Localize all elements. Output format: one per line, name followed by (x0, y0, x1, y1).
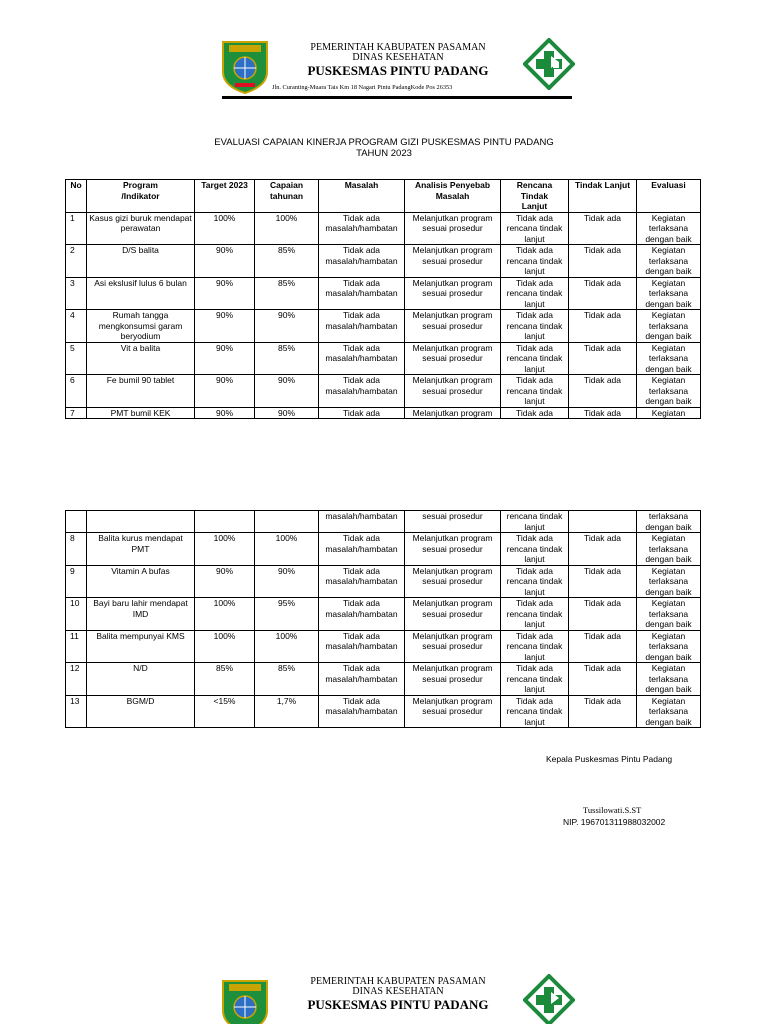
cell-analisis: Melanjutkan program sesuai prosedur (405, 598, 501, 631)
table-row (66, 695, 701, 728)
cell-target: 100% (195, 598, 255, 631)
signature-name: Tussilowati.S.ST (583, 805, 642, 815)
cell-capaian: 85% (255, 277, 319, 310)
cell-program: Kasus gizi buruk mendapat perawatan (87, 212, 195, 245)
cell-target: 100% (195, 630, 255, 663)
letterhead-rule (222, 96, 572, 99)
letterhead-next-page (0, 972, 768, 1024)
cell-target: 85% (195, 663, 255, 696)
cell-target: 90% (195, 245, 255, 278)
cell-evaluasi: Kegiatan terlaksana dengan baik (637, 277, 701, 310)
column-header: Program /Indikator (87, 180, 195, 213)
table-row (66, 310, 701, 343)
column-header: Capaian tahunan (255, 180, 319, 213)
cell-masalah: Tidak ada masalah/hambatan (319, 630, 405, 663)
table-row (66, 342, 701, 375)
cell-program (87, 511, 195, 533)
cell-masalah: Tidak ada masalah/hambatan (319, 212, 405, 245)
cell-target: 100% (195, 533, 255, 566)
cell-capaian: 100% (255, 630, 319, 663)
cell-target: <15% (195, 695, 255, 728)
table-body-part2 (66, 511, 701, 728)
cell-evaluasi: Kegiatan terlaksana dengan baik (637, 695, 701, 728)
column-header: No (66, 180, 87, 213)
cell-analisis: Melanjutkan program sesuai prosedur (405, 663, 501, 696)
cell-masalah: Tidak ada masalah/hambatan (319, 598, 405, 631)
cell-rencana: Tidak ada rencana tindak lanjut (501, 630, 569, 663)
cell-tindak: Tidak ada (569, 375, 637, 408)
cell-tindak: Tidak ada (569, 212, 637, 245)
cell-target: 90% (195, 277, 255, 310)
cell-evaluasi: Kegiatan terlaksana dengan baik (637, 533, 701, 566)
signature-nip: NIP. 196701311988032002 (563, 817, 666, 827)
cell-capaian: 95% (255, 598, 319, 631)
cell-rencana: Tidak ada rencana tindak lanjut (501, 695, 569, 728)
cell-no: 1 (66, 212, 87, 245)
header-row (66, 180, 701, 213)
cell-program: Fe bumil 90 tablet (87, 375, 195, 408)
evaluation-table-part2 (65, 510, 701, 728)
cell-analisis: Melanjutkan program (405, 407, 501, 419)
cell-capaian: 85% (255, 245, 319, 278)
letterhead-institution: PUSKESMAS PINTU PADANG (307, 63, 489, 78)
cell-rencana: rencana tindak lanjut (501, 511, 569, 533)
letterhead-department: DINAS KESEHATAN (352, 52, 444, 63)
cell-capaian: 90% (255, 375, 319, 408)
cell-capaian: 85% (255, 663, 319, 696)
table-row (66, 630, 701, 663)
cell-rencana: Tidak ada rencana tindak lanjut (501, 310, 569, 343)
cell-evaluasi: Kegiatan terlaksana dengan baik (637, 310, 701, 343)
cell-tindak: Tidak ada (569, 310, 637, 343)
letterhead-government: PEMERINTAH KABUPATEN PASAMAN (310, 42, 486, 53)
cell-analisis: sesuai prosedur (405, 511, 501, 533)
cell-tindak (569, 511, 637, 533)
letterhead-department: DINAS KESEHATAN (352, 986, 444, 997)
cell-target: 90% (195, 310, 255, 343)
cell-analisis: Melanjutkan program sesuai prosedur (405, 533, 501, 566)
table-header (66, 180, 701, 213)
cell-no: 4 (66, 310, 87, 343)
cell-analisis: Melanjutkan program sesuai prosedur (405, 245, 501, 278)
cell-rencana: Tidak ada rencana tindak lanjut (501, 598, 569, 631)
cell-masalah: Tidak ada masalah/hambatan (319, 565, 405, 598)
cell-program: Bayi baru lahir mendapat IMD (87, 598, 195, 631)
puskesmas-logo-icon (523, 974, 575, 1024)
cell-analisis: Melanjutkan program sesuai prosedur (405, 695, 501, 728)
cell-target (195, 511, 255, 533)
cell-tindak: Tidak ada (569, 407, 637, 419)
cell-capaian: 85% (255, 342, 319, 375)
cell-rencana: Tidak ada (501, 407, 569, 419)
cell-program: BGM/D (87, 695, 195, 728)
cell-capaian (255, 511, 319, 533)
cell-tindak: Tidak ada (569, 565, 637, 598)
puskesmas-logo-icon (523, 38, 575, 90)
cell-evaluasi: Kegiatan terlaksana dengan baik (637, 598, 701, 631)
table-row (66, 598, 701, 631)
cell-no: 8 (66, 533, 87, 566)
cell-analisis: Melanjutkan program sesuai prosedur (405, 310, 501, 343)
cell-masalah: Tidak ada (319, 407, 405, 419)
cell-analisis: Melanjutkan program sesuai prosedur (405, 212, 501, 245)
table-row (66, 277, 701, 310)
table-row (66, 663, 701, 696)
cell-analisis: Melanjutkan program sesuai prosedur (405, 630, 501, 663)
table-row (66, 245, 701, 278)
cell-masalah: Tidak ada masalah/hambatan (319, 695, 405, 728)
cell-target: 90% (195, 342, 255, 375)
cell-evaluasi: terlaksana dengan baik (637, 511, 701, 533)
letterhead-government: PEMERINTAH KABUPATEN PASAMAN (310, 976, 486, 987)
cell-program: N/D (87, 663, 195, 696)
cell-masalah: Tidak ada masalah/hambatan (319, 310, 405, 343)
cell-capaian: 90% (255, 310, 319, 343)
cell-program: Balita kurus mendapat PMT (87, 533, 195, 566)
table-body-part1 (66, 212, 701, 419)
column-header: Analisis Penyebab Masalah (405, 180, 501, 213)
column-header: Masalah (319, 180, 405, 213)
cell-no: 6 (66, 375, 87, 408)
cell-capaian: 90% (255, 407, 319, 419)
cell-no: 10 (66, 598, 87, 631)
cell-no: 5 (66, 342, 87, 375)
cell-evaluasi: Kegiatan terlaksana dengan baik (637, 663, 701, 696)
document-year: TAHUN 2023 (356, 148, 412, 159)
cell-program: PMT bumil KEK (87, 407, 195, 419)
cell-rencana: Tidak ada rencana tindak lanjut (501, 533, 569, 566)
cell-analisis: Melanjutkan program sesuai prosedur (405, 277, 501, 310)
cell-capaian: 100% (255, 212, 319, 245)
cell-program: D/S balita (87, 245, 195, 278)
evaluation-table-part1 (65, 179, 701, 419)
cell-masalah: masalah/hambatan (319, 511, 405, 533)
cell-no: 7 (66, 407, 87, 419)
cell-capaian: 1,7% (255, 695, 319, 728)
cell-analisis: Melanjutkan program sesuai prosedur (405, 375, 501, 408)
cell-tindak: Tidak ada (569, 342, 637, 375)
table-row (66, 565, 701, 598)
letterhead-address: Jln. Curanting-Muara Tais Km 18 Nagari Pintu PadangKode Pos 26353 (272, 84, 453, 91)
cell-no (66, 511, 87, 533)
table-row (66, 533, 701, 566)
cell-rencana: Tidak ada rencana tindak lanjut (501, 375, 569, 408)
cell-masalah: Tidak ada masalah/hambatan (319, 342, 405, 375)
cell-target: 90% (195, 565, 255, 598)
letterhead (0, 38, 768, 108)
cell-evaluasi: Kegiatan terlaksana dengan baik (637, 212, 701, 245)
cell-rencana: Tidak ada rencana tindak lanjut (501, 342, 569, 375)
cell-no: 11 (66, 630, 87, 663)
cell-evaluasi: Kegiatan terlaksana dengan baik (637, 245, 701, 278)
cell-tindak: Tidak ada (569, 663, 637, 696)
cell-rencana: Tidak ada rencana tindak lanjut (501, 565, 569, 598)
cell-no: 12 (66, 663, 87, 696)
cell-evaluasi: Kegiatan (637, 407, 701, 419)
cell-capaian: 90% (255, 565, 319, 598)
table-row (66, 511, 701, 533)
cell-target: 90% (195, 375, 255, 408)
cell-program: Asi ekslusif lulus 6 bulan (87, 277, 195, 310)
cell-masalah: Tidak ada masalah/hambatan (319, 277, 405, 310)
column-header: Tindak Lanjut (569, 180, 637, 213)
cell-tindak: Tidak ada (569, 695, 637, 728)
cell-evaluasi: Kegiatan terlaksana dengan baik (637, 630, 701, 663)
cell-no: 13 (66, 695, 87, 728)
cell-evaluasi: Kegiatan terlaksana dengan baik (637, 342, 701, 375)
cell-evaluasi: Kegiatan terlaksana dengan baik (637, 375, 701, 408)
column-header: Rencana Tindak Lanjut (501, 180, 569, 213)
cell-tindak: Tidak ada (569, 277, 637, 310)
cell-target: 90% (195, 407, 255, 419)
table-row (66, 375, 701, 408)
cell-no: 2 (66, 245, 87, 278)
cell-masalah: Tidak ada masalah/hambatan (319, 245, 405, 278)
cell-target: 100% (195, 212, 255, 245)
column-header: Evaluasi (637, 180, 701, 213)
cell-no: 9 (66, 565, 87, 598)
cell-rencana: Tidak ada rencana tindak lanjut (501, 277, 569, 310)
cell-program: Balita mempunyai KMS (87, 630, 195, 663)
cell-no: 3 (66, 277, 87, 310)
cell-program: Rumah tangga mengkonsumsi garam beryodium (87, 310, 195, 343)
column-header: Target 2023 (195, 180, 255, 213)
document-title: EVALUASI CAPAIAN KINERJA PROGRAM GIZI PUSKESMAS PINTU PADANG (214, 137, 554, 148)
table-row (66, 212, 701, 245)
cell-program: Vitamin A bufas (87, 565, 195, 598)
cell-rencana: Tidak ada rencana tindak lanjut (501, 212, 569, 245)
cell-masalah: Tidak ada masalah/hambatan (319, 375, 405, 408)
signature-role: Kepala Puskesmas Pintu Padang (546, 754, 673, 764)
cell-capaian: 100% (255, 533, 319, 566)
cell-tindak: Tidak ada (569, 630, 637, 663)
table-row (66, 407, 701, 419)
pasaman-regency-crest-icon (220, 38, 270, 94)
cell-rencana: Tidak ada rencana tindak lanjut (501, 245, 569, 278)
cell-analisis: Melanjutkan program sesuai prosedur (405, 342, 501, 375)
cell-tindak: Tidak ada (569, 598, 637, 631)
cell-rencana: Tidak ada rencana tindak lanjut (501, 663, 569, 696)
cell-evaluasi: Kegiatan terlaksana dengan baik (637, 565, 701, 598)
cell-tindak: Tidak ada (569, 245, 637, 278)
cell-masalah: Tidak ada masalah/hambatan (319, 663, 405, 696)
pasaman-regency-crest-icon (220, 977, 270, 1024)
cell-program: Vit a balita (87, 342, 195, 375)
cell-analisis: Melanjutkan program sesuai prosedur (405, 565, 501, 598)
letterhead-institution: PUSKESMAS PINTU PADANG (307, 997, 489, 1012)
cell-masalah: Tidak ada masalah/hambatan (319, 533, 405, 566)
cell-tindak: Tidak ada (569, 533, 637, 566)
